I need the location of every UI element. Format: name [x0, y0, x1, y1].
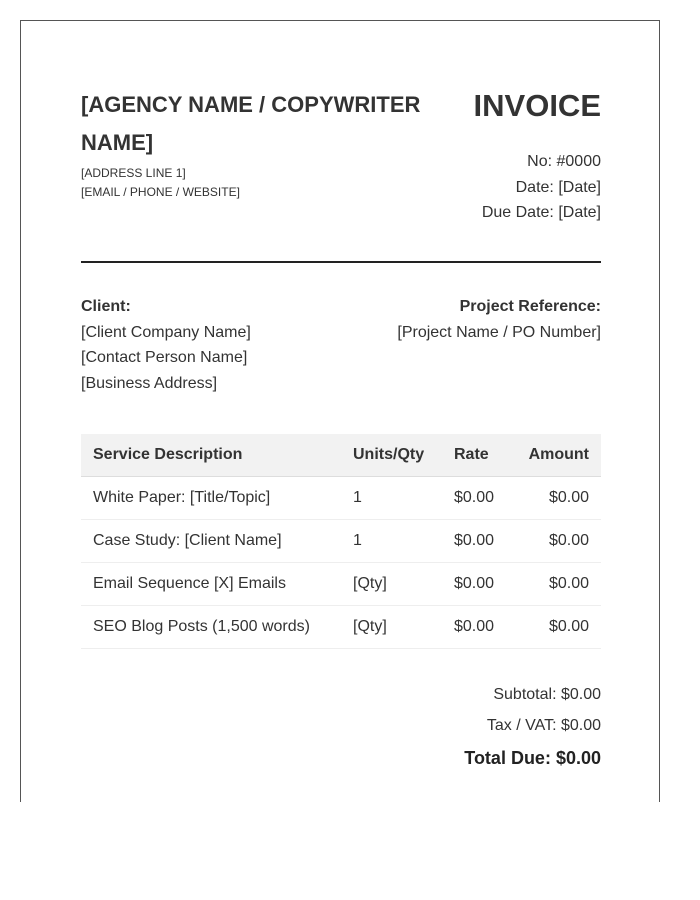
client-contact: [Contact Person Name] [81, 349, 248, 366]
header-rate: Rate [454, 434, 528, 477]
client-company: [Client Company Name] [81, 323, 251, 341]
service-units: [Qty] [353, 606, 454, 649]
invoice-date: Date: [Date] [515, 178, 601, 196]
agency-name: [AGENCY NAME / COPYWRITER NAME] [81, 92, 421, 155]
invoice-title: INVOICE [473, 88, 601, 123]
project-label: Project Reference: [459, 298, 601, 315]
service-rate: $0.00 [454, 563, 528, 606]
service-amount: $0.00 [528, 520, 601, 563]
service-amount: $0.00 [528, 477, 601, 520]
table-header-row [81, 434, 601, 477]
agency-address: [ADDRESS LINE 1] [81, 166, 186, 180]
services-table [81, 434, 601, 649]
service-rate: $0.00 [454, 606, 528, 649]
project-block [397, 294, 601, 345]
header-amount: Amount [528, 434, 601, 477]
client-block [81, 294, 251, 396]
service-description: SEO Blog Posts (1,500 words) [81, 606, 353, 649]
table-row [81, 563, 601, 606]
service-description: Case Study: [Client Name] [81, 520, 353, 563]
header-divider [81, 261, 601, 263]
header-units-qty: Units/Qty [353, 434, 454, 477]
invoice-due-date: Due Date: [Date] [481, 204, 601, 221]
service-amount: $0.00 [528, 606, 601, 649]
agency-details [81, 164, 240, 202]
service-description: White Paper: [Title/Topic] [81, 477, 353, 520]
totals-block [464, 679, 601, 775]
table-row [81, 477, 601, 520]
service-description: Email Sequence [X] Emails [81, 563, 353, 606]
service-rate: $0.00 [454, 477, 528, 520]
total-due: Total Due: $0.00 [464, 748, 601, 768]
service-amount: $0.00 [528, 563, 601, 606]
subtotal: Subtotal: $0.00 [493, 686, 601, 703]
service-units: 1 [353, 520, 454, 563]
invoice-meta [482, 149, 601, 226]
project-reference: [Project Name / PO Number] [397, 323, 601, 341]
service-rate: $0.00 [454, 520, 528, 563]
client-label: Client: [81, 298, 131, 315]
client-address: [Business Address] [81, 374, 218, 392]
invoice-page [20, 20, 660, 802]
agency-contact: [EMAIL / PHONE / WEBSITE] [81, 185, 240, 199]
service-units: 1 [353, 477, 454, 520]
tax-vat: Tax / VAT: $0.00 [486, 717, 601, 734]
service-units: [Qty] [353, 563, 454, 606]
header-service-description: Service Description [81, 434, 353, 477]
invoice-number: No: #0000 [527, 153, 601, 170]
table-row [81, 606, 601, 649]
table-row [81, 520, 601, 563]
